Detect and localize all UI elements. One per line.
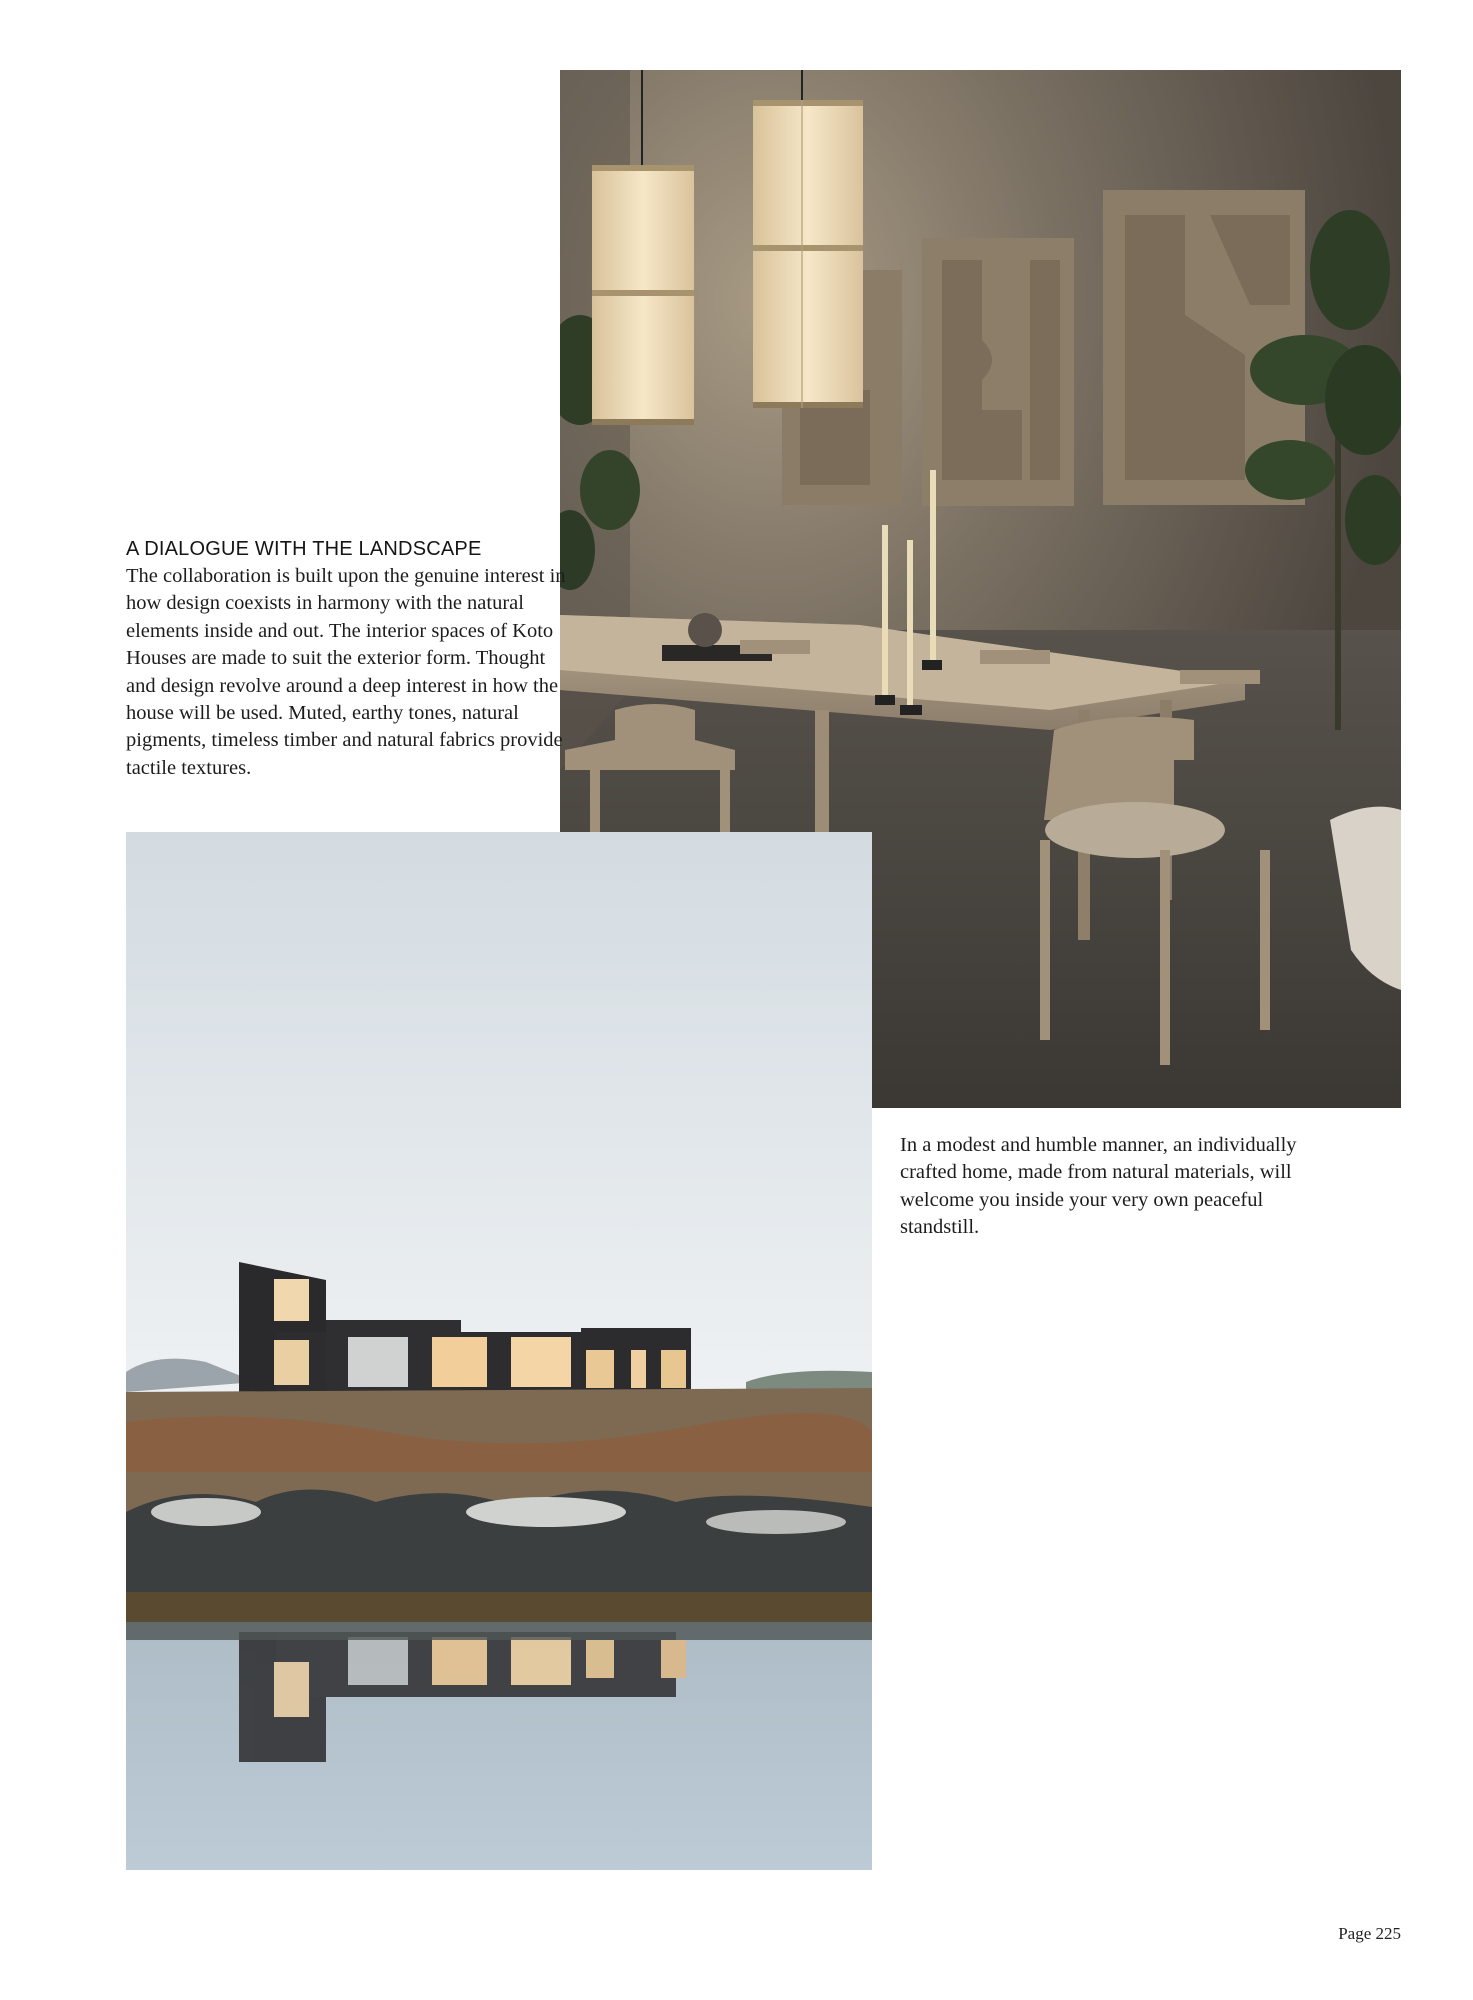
exterior-house-illustration — [126, 832, 872, 1870]
shoreline-rocks — [126, 1490, 872, 1623]
section-heading: A DIALOGUE WITH THE LANDSCAPE — [126, 538, 482, 560]
page-number: Page 225 — [1338, 1924, 1401, 1943]
exterior-house-photo — [126, 832, 872, 1870]
caption-paragraph: In a modest and humble manner, an individually crafted home, made from natural materials, will welcome you inside your very own peaceful standstill. — [900, 1134, 1297, 1239]
intro-paragraph: The collaboration is built upon the genuine interest in how design coexists in harmony with the natural elements inside and out. The interior spaces of Koto Houses are made to suit the exterior form. Thought and design revolve around a deep interest in how the house will be used. Muted, earthy tones, natural pigments, timeless timber and natural fabrics provide tactile textures. — [126, 565, 566, 779]
article-intro — [126, 538, 566, 782]
